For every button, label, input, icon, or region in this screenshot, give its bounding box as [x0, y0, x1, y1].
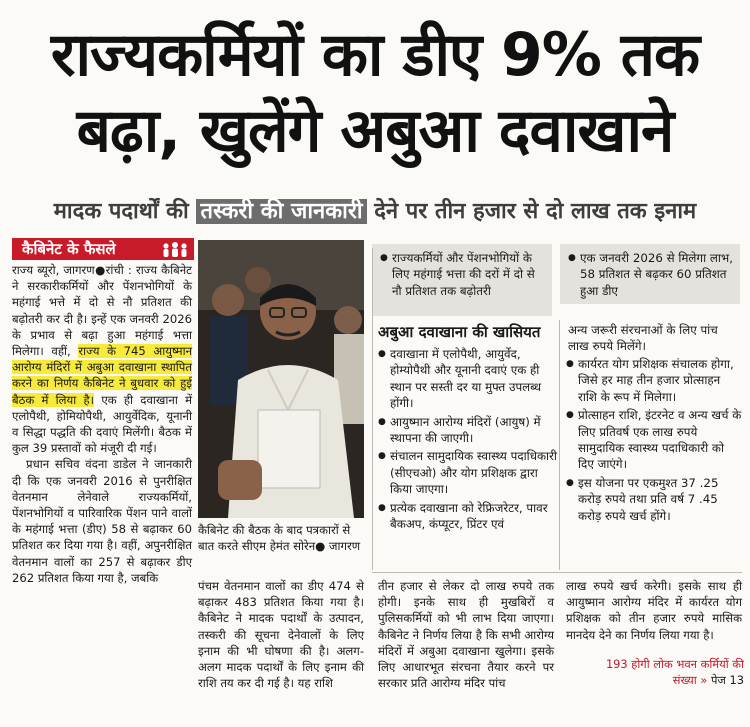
subheadline: [0, 196, 750, 228]
list-item: ● संचालन सामुदायिक स्वास्थ्य पदाधिकारी (सीएचओ) और योग प्रशिक्षक द्वारा किया जाएगा।: [378, 448, 558, 497]
headline-line-1: राज्यकर्मियों का डीए 9% तक: [50, 20, 700, 90]
highlight-box-1-text: ● राज्यकर्मियों और पेंशनभोगियों के लिए महंगाई भत्ता की दरों में दो से नौ प्रतिशत तक बढ़ोतरी: [380, 250, 546, 299]
article-column-3: पंचम वेतनमान वालों का डीए 474 से बढ़ाकर 483 प्रतिशत किया गया है। कैबिनेट ने मादक पदार्थों के उत्पादन, तस्करी की सूचना देनेवालों के लिए इनाम की भी घोषणा की है। अलग-अलग मादक पदार्थों के लिए इनाम की राशि तय कर दी गई है। यह राशि: [198, 579, 364, 691]
article-column-4: तीन हजार से लेकर दो लाख रुपये तक होगी। इनके साथ ही मुखबिरों व पुलिसकर्मियों को भी लाभ दिया जाएगा। कैबिनेट ने निर्णय लिया है कि सभी आरोग्य मंदिरों में अबुआ दवाखाना खुलेगा। इसके लिए आधारभूत संरचना तैयार करने पर सरकार प्रति आरोग्य मंदिर पांच: [378, 579, 554, 691]
column-divider: [559, 320, 560, 570]
list-item: ● प्रत्येक दवाखाना को रेफ्रिजरेटर, पावर बैकअप, कंप्यूटर, प्रिंटर एवं: [378, 500, 558, 533]
photo-caption: कैबिनेट की बैठक के बाद पत्रकारों से बात करते सीएम हेमंत सोरेन● जागरण: [198, 523, 361, 553]
right-column-intro: अन्य जरूरी संरचनाओं के लिए पांच लाख रुपये मिलेंगे।: [568, 323, 718, 354]
article-column-5: लाख रुपये खर्च करेगी। इसके साथ ही आयुष्मान आरोग्य मंदिर में कार्यरत योग प्रशिक्षक को तीन हजार रुपये मासिक मानदेय देने का निर्णय लिया गया है।: [566, 579, 742, 642]
list-item: ● इस योजना पर एकमुश्त 37 .25 करोड़ रुपये तथा प्रति वर्ष 7 .45 करोड़ रुपये खर्च होंगे।: [566, 475, 742, 524]
article-text: एक ही दवाखाना में एलोपैथी, होमियोपैथी, आयुर्वेदिक, यूनानी व सिद्धा पद्धति की दवाएं मिलेंगी। बैठक में कुल 39 प्रस्तावों को मंजूरी दी गई।: [12, 392, 193, 456]
article-column-1: [12, 262, 192, 586]
highlight-box-2: [560, 244, 740, 304]
subheadline-after: देने पर तीन हजार से दो लाख तक इनाम: [374, 199, 697, 224]
article-text: राज्य ब्यूरो, जागरण●रांची : राज्य कैबिनेट ने सरकारीकर्मियों और पेंशनभोगियों के महंगाई भत्ते में दो से नौ प्रतिशत की बढ़ोतरी कर दी है। इन्हें एक जनवरी 2026 के प्रभाव से बढ़ा हुआ महंगाई भत्ता मिलेगा। वहीं,: [12, 263, 192, 359]
article-paragraph-2: प्रधान सचिव वंदना डाडेल ने जानकारी दी कि एक जनवरी 2016 से पुनरीक्षित वेतनमान लेनेवाले राज्यकर्मियों, पेंशनभोगियों व पारिवारिक पेंशन पाने वालों के महंगाई भत्ता (डीए) 58 से बढ़ाकर 60 प्रतिशत कर दिया गया है। वहीं, अपुनरीक्षित वेतनमान वालों का 257 से बढ़ाकर डीए 262 प्रतिशत किया गया है, जबकि: [12, 457, 192, 585]
subheadline-before: मादक पदार्थों की: [53, 199, 189, 224]
column-divider: [372, 248, 373, 570]
people-icon: [162, 241, 188, 257]
section-divider: [372, 572, 742, 573]
subheadline-highlight: तस्करी की जानकारी: [196, 199, 366, 224]
list-item: ● कार्यरत योग प्रशिक्षक संचालक होगा, जिसे हर माह तीन हजार प्रोत्साहन राशि के रूप में मिलेगा।: [566, 356, 742, 405]
right-features-list: [566, 356, 742, 526]
list-item: ● प्रोत्साहन राशि, इंटरनेट व अन्य खर्च के लिए प्रतिवर्ष एक लाख रुपये सामुदायिक स्वास्थ्य पदाधिकारी को दिए जाएंगे।: [566, 407, 742, 473]
highlighted-text: राज्य के 745 आयुष्मान आरोग्य मंदिरों में अबुआ दवाखाना स्थापित करने का निर्णय कैबिनेट ने बुधवार को हुई बैठक में लिया है।: [12, 344, 193, 407]
cabinet-decisions-badge: [12, 238, 194, 260]
highlight-box-1: [372, 244, 552, 316]
headline-line-2: बढ़ा, खुलेंगे अबुआ दवाखाने: [76, 96, 674, 166]
chevron-right-icon: »: [700, 673, 708, 687]
article-paragraph-1: [12, 262, 192, 456]
abua-title: अबुआ दवाखाना की खासियत: [378, 323, 541, 341]
list-item: ● दवाखाना में एलोपैथी, आयुर्वेद, होम्योपैथी और यूनानी दवाएं एक ही स्थान पर सस्ती दर या मुफ्त उपलब्ध होंगी।: [378, 346, 558, 412]
page-number: पेज 13: [710, 673, 744, 687]
highlight-box-2-text: ● एक जनवरी 2026 से मिलेगा लाभ, 58 प्रतिशत से बढ़कर 60 प्रतिशत हुआ डीए: [568, 250, 734, 299]
page-reference-text: 193 होगी लोक भवन कर्मियों की संख्या: [605, 657, 744, 687]
page-reference[interactable]: [594, 656, 744, 688]
cm-photo-illustration: [198, 240, 364, 518]
cm-photo: [198, 240, 364, 518]
abua-features-list: [378, 346, 558, 534]
list-item: ● आयुष्मान आरोग्य मंदिरों (आयुष) में स्थापना की जाएगी।: [378, 414, 558, 447]
badge-label: कैबिनेट के फैसले: [22, 240, 116, 258]
